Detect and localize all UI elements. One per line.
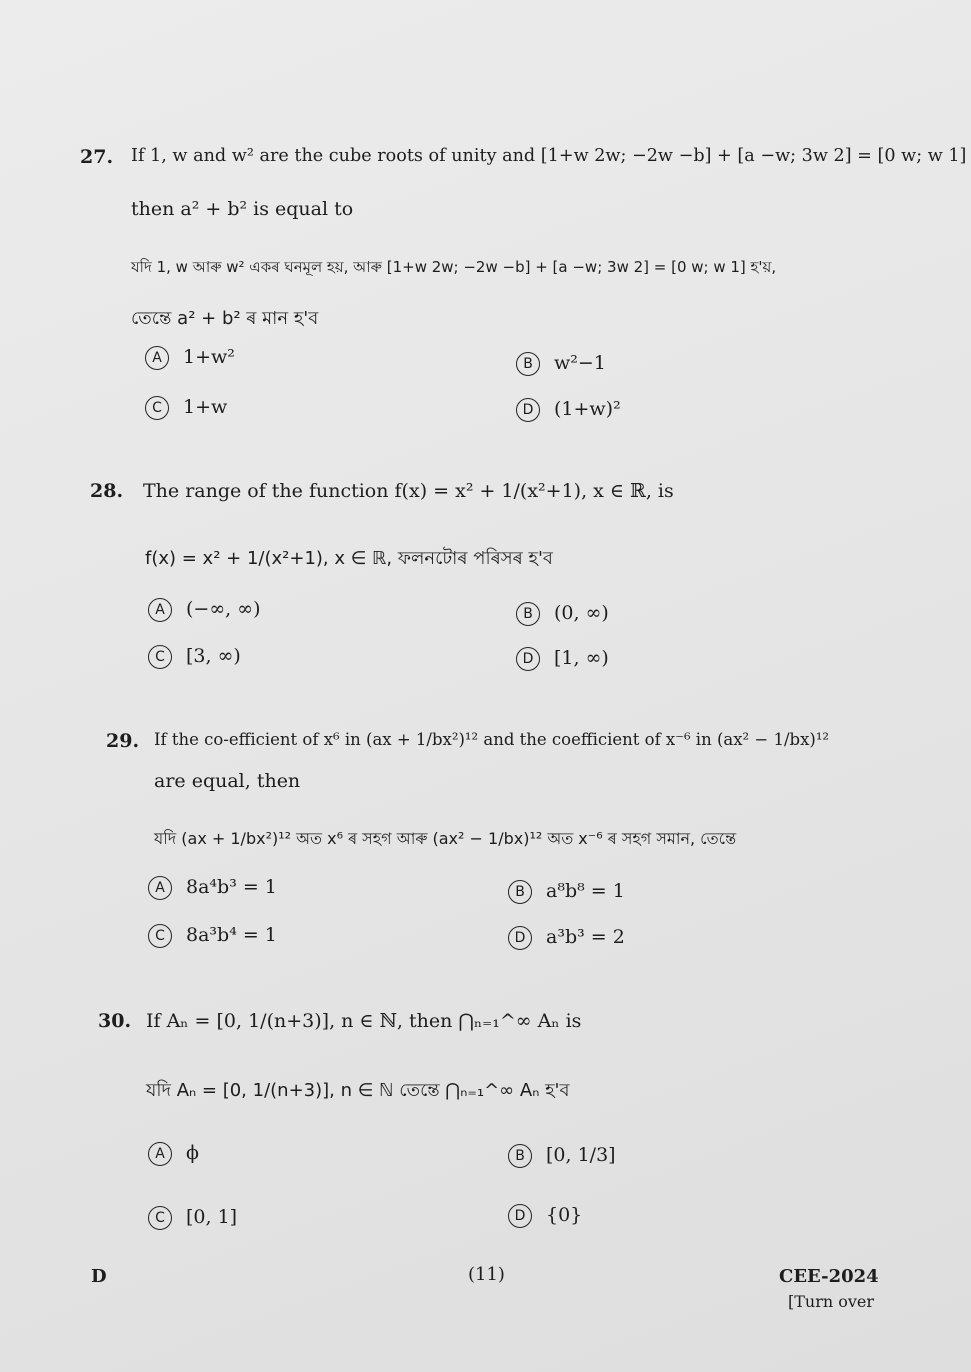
q30-text-en: If Aₙ = [0, 1/(n+3)], n ∈ ℕ, then ⋂ₙ₌₁^∞ Aₙ is xyxy=(146,1010,582,1032)
option-b-circle-icon: B xyxy=(508,880,532,904)
option-a-circle-icon: A xyxy=(148,598,172,622)
q28-option-a-text: (−∞, ∞) xyxy=(186,598,261,620)
q29-number: 29. xyxy=(106,730,140,752)
q28-option-a[interactable] xyxy=(148,598,260,622)
q28-text-as: f(x) = x² + 1/(x²+1), x ∈ ℝ, ফলনটোৰ পৰিসৰ হ'ব xyxy=(145,548,553,569)
option-d-circle-icon: D xyxy=(516,647,540,671)
q27-option-c-text: 1+w xyxy=(183,396,228,418)
q27-option-c[interactable] xyxy=(145,396,227,420)
q30-option-c[interactable] xyxy=(148,1206,237,1230)
footer-turn-over: [Turn over xyxy=(788,1292,875,1311)
q29-option-c-text: 8a³b⁴ = 1 xyxy=(186,924,277,946)
q30-option-d[interactable] xyxy=(508,1204,582,1228)
option-c-circle-icon: C xyxy=(148,645,172,669)
q29-option-c[interactable] xyxy=(148,924,277,948)
option-c-circle-icon: C xyxy=(148,924,172,948)
q29-text-en-2: are equal, then xyxy=(154,770,301,792)
q29-option-a[interactable] xyxy=(148,876,277,900)
q27-option-a-text: 1+w² xyxy=(183,346,235,368)
q27-option-a[interactable] xyxy=(145,346,235,370)
option-d-circle-icon: D xyxy=(516,398,540,422)
q27-option-d[interactable] xyxy=(516,398,621,422)
option-a-circle-icon: A xyxy=(148,1142,172,1166)
option-d-circle-icon: D xyxy=(508,926,532,950)
q28-number: 28. xyxy=(90,480,124,502)
q30-option-c-text: [0, 1] xyxy=(186,1206,238,1228)
q27-number: 27. xyxy=(80,146,114,168)
q27-text-en: If 1, w and w² are the cube roots of unity and [1+w 2w; −2w −b] + [a −w; 3w 2] = [0 w; w 1] xyxy=(131,146,967,166)
option-b-circle-icon: B xyxy=(516,352,540,376)
q30-text-as: যদি Aₙ = [0, 1/(n+3)], n ∈ ℕ তেন্তে ⋂ₙ₌₁^∞ Aₙ হ'ব xyxy=(146,1080,570,1101)
q29-option-d-text: a³b³ = 2 xyxy=(546,926,625,948)
q28-option-b-text: (0, ∞) xyxy=(554,602,609,624)
option-b-circle-icon: B xyxy=(508,1144,532,1168)
q30-number: 30. xyxy=(98,1010,132,1032)
q28-option-c-text: [3, ∞) xyxy=(186,645,241,667)
footer-set: D xyxy=(91,1266,107,1287)
option-a-circle-icon: A xyxy=(145,346,169,370)
q30-option-b-text: [0, 1/3] xyxy=(546,1144,616,1166)
q30-option-a[interactable] xyxy=(148,1142,199,1166)
option-c-circle-icon: C xyxy=(145,396,169,420)
q28-option-b[interactable] xyxy=(516,602,609,626)
q28-text-en: The range of the function f(x) = x² + 1/(x²+1), x ∈ ℝ, is xyxy=(143,480,674,502)
q28-option-d-text: [1, ∞) xyxy=(554,647,609,669)
option-a-circle-icon: A xyxy=(148,876,172,900)
q29-option-d[interactable] xyxy=(508,926,625,950)
q30-option-a-text: ϕ xyxy=(186,1142,199,1164)
q27-option-b-text: w²−1 xyxy=(554,352,606,374)
footer-exam-name: CEE-2024 xyxy=(779,1266,879,1287)
q27-text-en-2: then a² + b² is equal to xyxy=(131,198,354,220)
option-d-circle-icon: D xyxy=(508,1204,532,1228)
q27-option-b[interactable] xyxy=(516,352,606,376)
footer-page-number: (11) xyxy=(468,1264,505,1285)
q29-option-a-text: 8a⁴b³ = 1 xyxy=(186,876,277,898)
q29-option-b-text: a⁸b⁸ = 1 xyxy=(546,880,625,902)
q27-text-as-2: তেন্তে a² + b² ৰ মান হ'ব xyxy=(131,308,319,329)
q29-option-b[interactable] xyxy=(508,880,625,904)
option-c-circle-icon: C xyxy=(148,1206,172,1230)
q28-option-d[interactable] xyxy=(516,647,609,671)
option-b-circle-icon: B xyxy=(516,602,540,626)
q27-text-as: যদি 1, w আৰু w² একৰ ঘনমূল হয়, আৰু [1+w 2w; −2w −b] + [a −w; 3w 2] = [0 w; w 1] হ'য়, xyxy=(131,258,777,276)
q30-option-b[interactable] xyxy=(508,1144,616,1168)
q29-text-en: If the co-efficient of x⁶ in (ax + 1/bx²)¹² and the coefficient of x⁻⁶ in (ax² − 1/bx)¹² xyxy=(154,730,830,749)
q28-option-c[interactable] xyxy=(148,645,241,669)
q27-option-d-text: (1+w)² xyxy=(554,398,621,420)
q30-option-d-text: {0} xyxy=(546,1204,583,1226)
q29-text-as: যদি (ax + 1/bx²)¹² অত x⁶ ৰ সহগ আৰু (ax² − 1/bx)¹² অত x⁻⁶ ৰ সহগ সমান, তেন্তে xyxy=(154,829,737,848)
